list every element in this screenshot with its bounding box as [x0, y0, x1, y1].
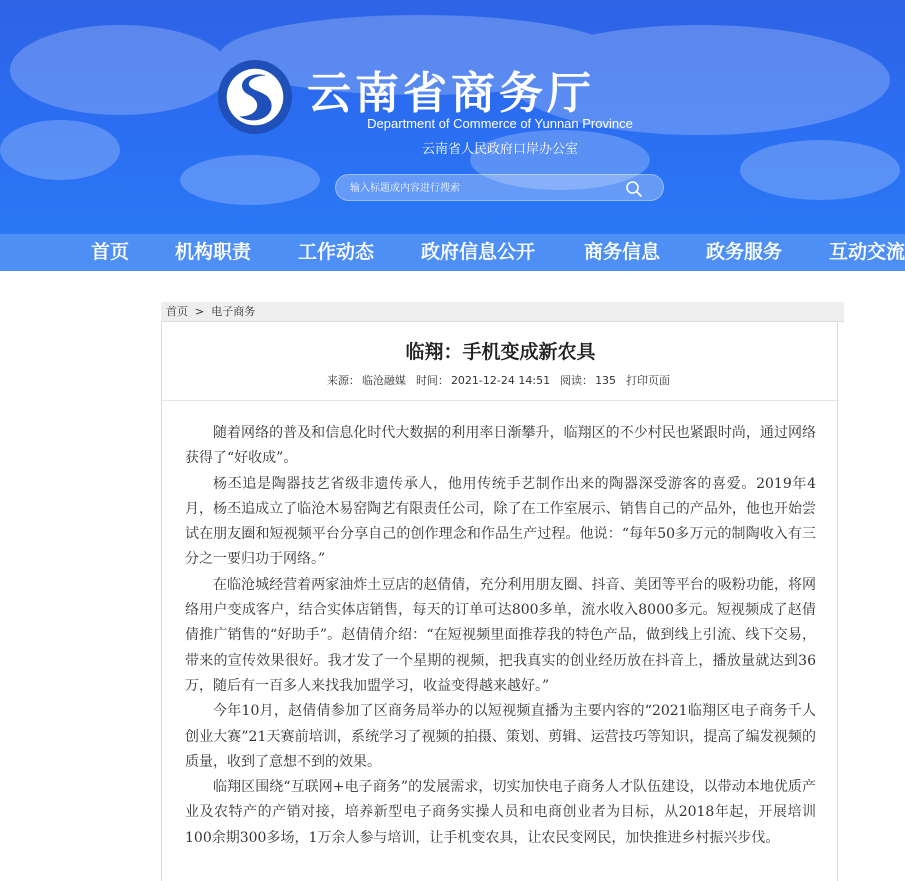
breadcrumb-current-link[interactable]: 电子商务 — [211, 305, 256, 318]
site-title: 云南省商务厅 — [307, 68, 595, 119]
meta-views: 135 — [595, 374, 617, 387]
breadcrumb — [161, 302, 844, 322]
nav-item-organization[interactable]: 机构职责 — [175, 241, 252, 263]
article-paragraph: 杨丕追是陶器技艺省级非遗传承人，他用传统手艺制作出来的陶器深受游客的喜爱。2019年4月，杨丕追成立了临沧木易窑陶艺有限责任公司，除了在工作室展示、销售自己的产品外，他也开始尝试在朋友圈和短视频平台分享自己的创作理念和作品生产过程。他说：“每年50多万元的制陶收入有三分之一要归功于网络。” — [185, 475, 816, 568]
meta-source: 临沧融媒 — [361, 374, 406, 387]
article-meta — [162, 372, 839, 388]
nav-item-commerce-info[interactable]: 商务信息 — [584, 241, 661, 263]
meta-views-label: 阅读： — [560, 374, 594, 387]
nav-item-home[interactable]: 首页 — [91, 241, 130, 263]
article-paragraph: 随着网络的普及和信息化时代大数据的利用率日渐攀升，临翔区的不少村民也紧跟时尚，通过网络获得了“好收成”。 — [185, 425, 816, 467]
nav-item-gov-info[interactable]: 政府信息公开 — [421, 241, 536, 263]
article-body — [185, 421, 816, 851]
breadcrumb-separator: > — [195, 305, 205, 318]
article-title: 临翔：手机变成新农具 — [405, 341, 596, 363]
article-paragraph: 临翔区围绕“互联网+电子商务”的发展需求，切实加快电子商务人才队伍建设，以带动本地优质产业及农特产的产销对接，培养新型电子商务实操人员和电商创业者为目标，从2018年起，开展培训100余期300多场，1万余人参与培训，让手机变农具，让农民变网民，加快推进乡村振兴步伐。 — [185, 779, 816, 846]
meta-source-label: 来源： — [326, 374, 360, 387]
meta-divider — [162, 400, 839, 401]
main-nav — [0, 234, 905, 271]
article-container — [161, 322, 838, 881]
print-page-link[interactable]: 打印页面 — [626, 374, 671, 387]
site-subtitle: 云南省人民政府口岸办公室 — [421, 142, 578, 157]
nav-item-work-news[interactable]: 工作动态 — [298, 241, 375, 263]
article-paragraph: 在临沧城经营着两家油炸土豆店的赵倩倩，充分利用朋友圈、抖音、美团等平台的吸粉功能，将网络用户变成客户，结合实体店销售，每天的订单可达800多单，流水收入8000多元。短视频成了赵倩倩推广销售的“好助手”。赵倩倩介绍：“在短视频里面推荐我的特色产品，做到线上引流、线下交易，带来的宣传效果很好。我才发了一个星期的视频，把我真实的创业经历放在抖音上，播放量就达到36万，随后有一百多人来找我加盟学习，收益变得越来越好。” — [185, 576, 816, 694]
search-input[interactable] — [350, 179, 620, 197]
search-box — [335, 174, 664, 201]
s-swirl-logo-icon[interactable] — [216, 58, 294, 136]
nav-item-gov-services[interactable]: 政务服务 — [706, 241, 783, 263]
nav-item-interaction[interactable]: 互动交流 — [829, 241, 905, 263]
header-banner — [0, 0, 905, 234]
meta-time: 2021-12-24 14:51 — [450, 374, 551, 387]
search-icon[interactable] — [625, 180, 643, 198]
meta-time-label: 时间： — [415, 374, 449, 387]
site-title-english: Department of Commerce of Yunnan Province — [367, 116, 633, 131]
breadcrumb-home-link[interactable]: 首页 — [166, 305, 188, 318]
article-paragraph: 今年10月，赵倩倩参加了区商务局举办的以短视频直播为主要内容的“2021临翔区电子商务千人创业大赛”21天赛前培训，系统学习了视频的拍摄、策划、剪辑、运营技巧等知识，提高了编发视频的质量，收到了意想不到的效果。 — [185, 703, 816, 770]
